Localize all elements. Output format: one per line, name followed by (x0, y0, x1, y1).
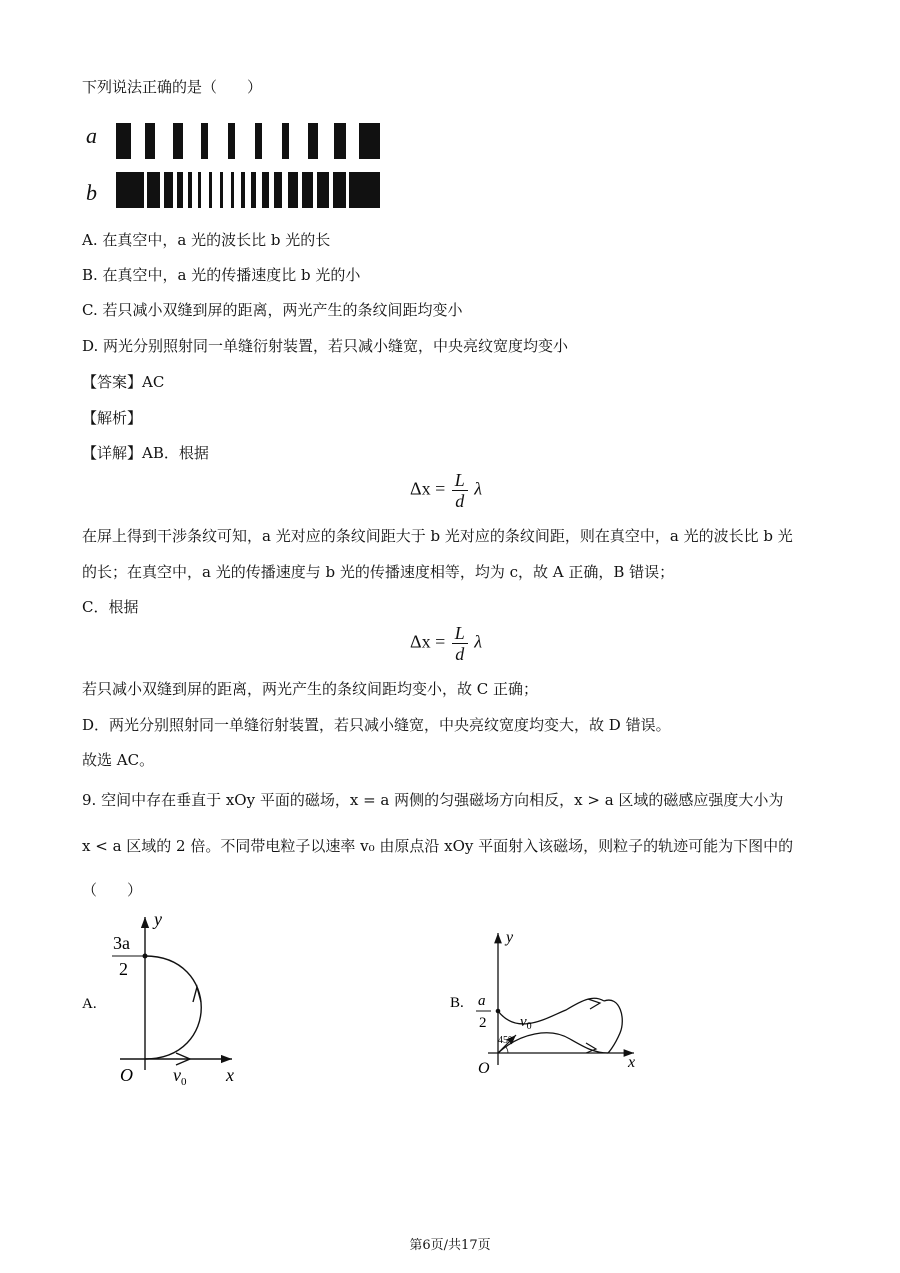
q9-line-3: （ ） (82, 881, 143, 899)
page-footer: 第6页/共17页 (409, 1238, 491, 1253)
option-d: D. 两光分别照射同一单缝衍射装置，若只减小缝宽，中央亮纹宽度均变小 (82, 337, 569, 355)
option-a: A. 在真空中，a 光的波长比 b 光的长 (82, 231, 331, 249)
detail-intro: 【详解】AB．根据 (82, 444, 209, 462)
explain-ab-1: 在屏上得到干涉条纹可知，a 光对应的条纹间距大于 b 光对应的条纹间距，则在真空中，a 光的波长比 b 光 (82, 527, 793, 545)
analysis-title: 【解析】 (82, 409, 143, 427)
fringe-pattern-b (116, 172, 380, 208)
formula-1: Δx = $\frac{L}{d}$ λ (410, 470, 483, 511)
q9-line-2: x < a 区域的 2 倍。不同带电粒子以速率 v₀ 由原点沿 xOy 平面射入该磁场，则粒子的轨迹可能为下图中的 (82, 837, 794, 855)
fringe-pattern-a (116, 123, 380, 159)
figure-a (80, 905, 280, 1090)
figure-a-origin: O (120, 1065, 133, 1085)
figure-a-velocity: $v_0$ (173, 1065, 187, 1088)
figure-b-angle: 45° (498, 1035, 512, 1046)
figure-b-y-label: y (506, 929, 514, 946)
figure-b-origin: O (478, 1060, 490, 1077)
conclusion: 故选 AC。 (82, 751, 155, 769)
figure-a-fraction-den: 2 (119, 959, 128, 979)
figure-b-fraction-den: 2 (479, 1015, 487, 1031)
explain-c: 若只减小双缝到屏的距离，两光产生的条纹间距均变小，故 C 正确； (82, 680, 539, 698)
answer: 【答案】AC (82, 373, 165, 391)
c-intro: C．根据 (82, 598, 139, 616)
formula-2: Δx = $\frac{L}{d}$ λ (410, 623, 483, 664)
option-b: B. 在真空中，a 光的传播速度比 b 光的小 (82, 266, 361, 284)
question-stem: 下列说法正确的是（ ） (82, 78, 263, 96)
figure-b (448, 925, 648, 1080)
figure-a-label: A. (82, 996, 97, 1012)
explain-d: D．两光分别照射同一单缝衍射装置，若只减小缝宽，中央亮纹宽度均变大，故 D 错误。 (82, 716, 671, 734)
figure-a-fraction-num: 3a (113, 933, 130, 953)
explain-ab-2: 的长；在真空中，a 光的传播速度与 b 光的传播速度相等，均为 c，故 A 正确，B 错误； (82, 563, 675, 581)
figure-a-x-label: x (226, 1065, 234, 1085)
fringe-label-b: b (86, 180, 97, 205)
option-c: C. 若只减小双缝到屏的距离，两光产生的条纹间距均变小 (82, 301, 463, 319)
fringe-label-a: a (86, 123, 97, 148)
figure-b-x-label: x (628, 1054, 636, 1071)
figure-b-label: B. (450, 995, 464, 1011)
figure-b-fraction-num: a (478, 993, 486, 1009)
figure-a-y-label: y (154, 909, 162, 929)
q9-line-1: 9. 空间中存在垂直于 xOy 平面的磁场，x = a 两侧的匀强磁场方向相反，x > a 区域的磁感应强度大小为 (82, 791, 784, 809)
figure-b-velocity: $v_0$ (520, 1014, 532, 1032)
